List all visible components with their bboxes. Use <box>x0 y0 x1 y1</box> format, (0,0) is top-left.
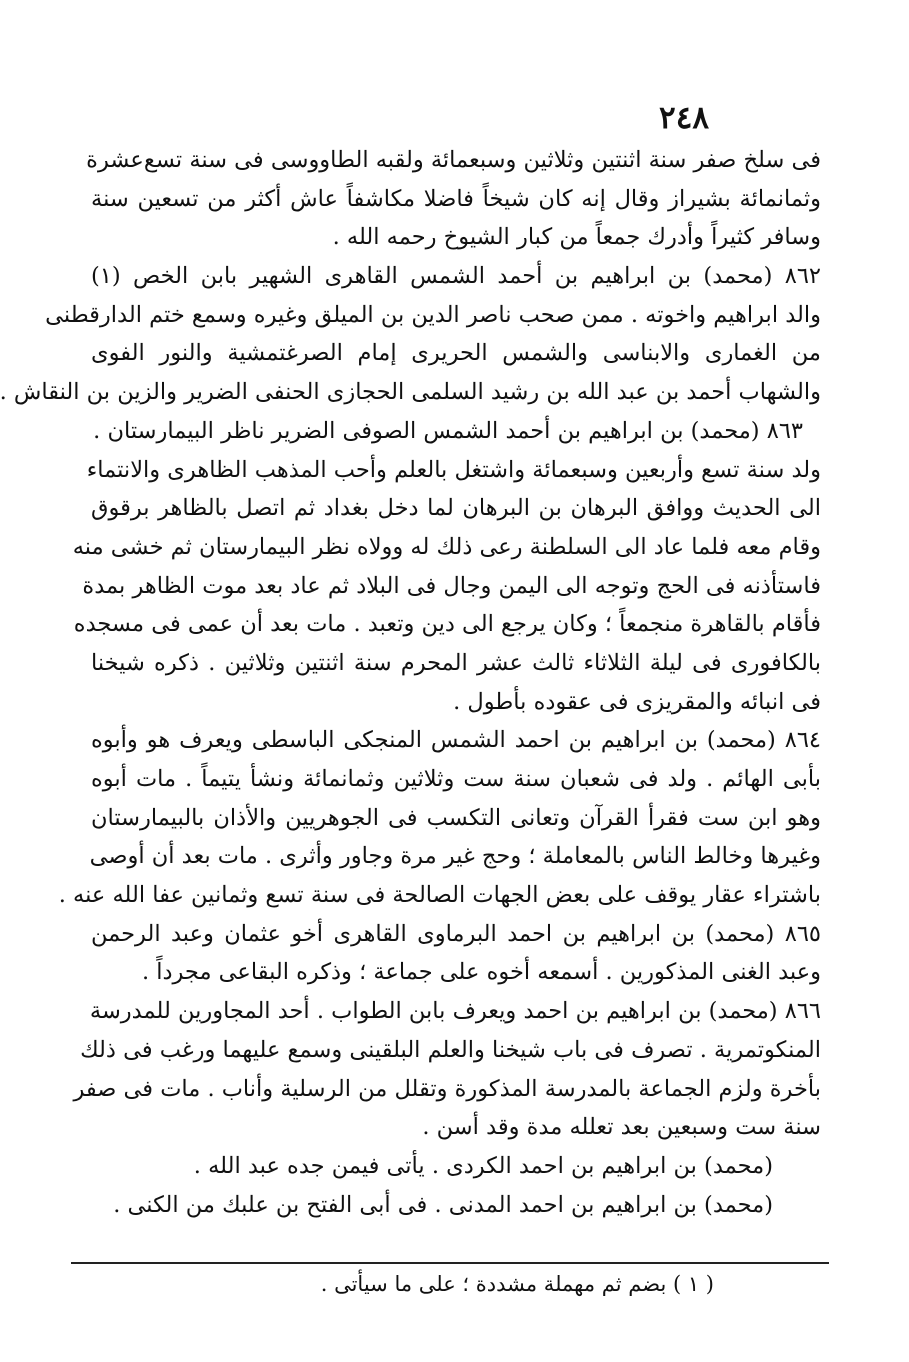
text-line: وغيرها وخالط الناس بالمعاملة ؛ وحج غير مرة وجاور وأثرى . مات بعد أن أوصى <box>89 843 821 870</box>
footnote: ( ١ ) بضم ثم مهملة مشددة ؛ على ما سيأتى . <box>320 1272 714 1296</box>
text-line: الى الحديث ووافق البرهان بن البرهان لما دخل بغداد ثم اتصل بالظاهر برقوق <box>91 495 821 522</box>
text-line: والد ابراهيم واخوته . ممن صحب ناصر الدين بن الميلق وغيره وسمع ختم الدارقطنى <box>45 301 821 328</box>
text-line: فأقام بالقاهرة منجمعاً ؛ وكان يرجع الى دين وتعبد . مات بعد أن عمى فى مسجده <box>73 611 821 638</box>
entry-863-heading: ٨٦٣ (محمد) بن ابراهيم بن أحمد الشمس الصوفى الضرير ناظر البيمارستان . <box>93 417 803 444</box>
entry-864-heading: ٨٦٤ (محمد) بن ابراهيم بن احمد الشمس المنجكى الباسطى ويعرف هو وأبوه <box>91 727 821 754</box>
text-line: وعبد الغنى المذكورين . أسمعه أخوه على جماعة ؛ وذكره البقاعى مجرداً . <box>141 959 821 986</box>
text-line: والشهاب أحمد بن عبد الله بن رشيد السلمى الحجازى الحنفى الضرير والزين بن النقاش . <box>0 379 821 406</box>
entry-862-heading: ٨٦٢ (محمد) بن ابراهيم بن أحمد الشمس القاهرى الشهير بابن الخص (١) <box>91 263 821 290</box>
text-line: بالكافورى فى ليلة الثلاثاء ثالث عشر المحرم سنة اثنتين وثلاثين . ذكره شيخنا <box>91 649 821 676</box>
cross-reference-line: (محمد) بن ابراهيم بن احمد المدنى . فى أبى الفتح بن علبك من الكنى . <box>113 1191 773 1218</box>
text-line: وسافر كثيراً وأدرك جمعاً من كبار الشيوخ رحمه الله . <box>332 224 821 251</box>
text-line: بأبى الهائم . ولد فى شعبان سنة ست وثلاثين وثمانمائة ونشأ يتيماً . مات أبوه <box>91 766 821 792</box>
text-line: من الغمارى والابناسى والشمس الحريرى إمام الصرغتمشية والنور الفوى <box>91 340 821 367</box>
main-text <box>0 141 821 1224</box>
text-line: سنة ست وسبعين بعد تعلله مدة وقد أسن . <box>422 1114 821 1141</box>
entry-865-heading: ٨٦٥ (محمد) بن ابراهيم بن احمد البرماوى القاهرى أخو عثمان وعبد الرحمن <box>91 920 821 947</box>
page-number: ٢٤٨ <box>659 100 709 136</box>
text-line: ولد سنة تسع وأربعين وسبعمائة واشتغل بالعلم وأحب المذهب الظاهرى والانتماء <box>86 456 821 483</box>
cross-reference-line: (محمد) بن ابراهيم بن احمد الكردى . يأتى فيمن جده عبد الله . <box>193 1152 773 1179</box>
text-line: بأخرة ولزم الجماعة بالمدرسة المذكورة وتقلل من الرسلية وأناب . مات فى صفر <box>73 1075 821 1102</box>
text-line: وقام معه فلما عاد الى السلطنة رعى ذلك له وولاه نظر البيمارستان ثم خشى منه <box>72 533 821 560</box>
text-line: باشتراء عقار يوقف على بعض الجهات الصالحة فى سنة تسع وثمانين عفا الله عنه . <box>58 882 821 909</box>
text-line: فاستأذنه فى الحج وتوجه الى اليمن وجال فى البلاد ثم عاد بعد موت الظاهر بمدة <box>82 572 821 599</box>
text-line: وثمانمائة بشيراز وقال إنه كان شيخاً فاضلا مكاشفاً عاش أكثر من تسعين سنة <box>91 185 821 212</box>
entry-866-heading: ٨٦٦ (محمد) بن ابراهيم بن احمد ويعرف بابن الطواب . أحد المجاورين للمدرسة <box>89 998 821 1025</box>
text-line: المنكوتمرية . تصرف فى باب شيخنا والعلم البلقينى وسمع عليهما ورغب فى ذلك <box>80 1036 821 1063</box>
book-page <box>1 0 909 1362</box>
footnote-divider <box>71 1262 829 1264</box>
text-line: وهو ابن ست فقرأ القرآن وتعانى التكسب فى الجوهريين والأذان بالبيمارستان <box>91 804 821 831</box>
text-line: فى انبائه والمقريزى فى عقوده بأطول . <box>453 688 821 715</box>
text-line: فى سلخ صفر سنة اثنتين وثلاثين وسبعمائة ولقبه الطاووسى فى سنة تسع‌عشرة <box>86 147 821 173</box>
